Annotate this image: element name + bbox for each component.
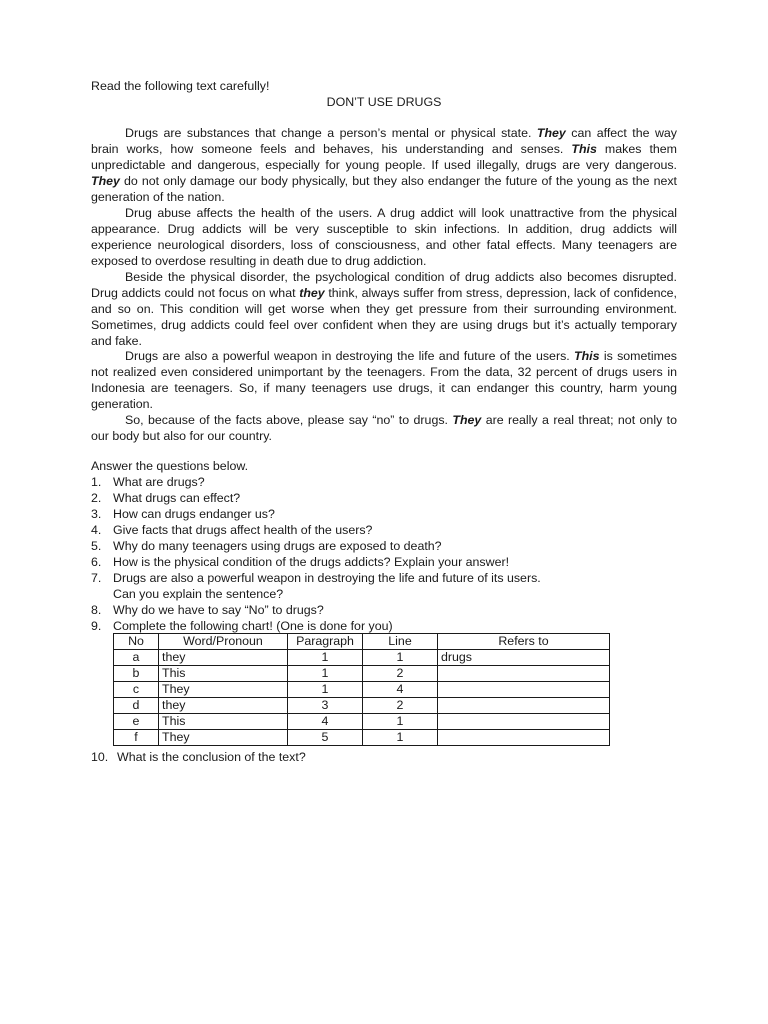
question-item — [91, 554, 691, 570]
table-row — [114, 730, 610, 746]
table-row — [114, 714, 610, 730]
header-no: No — [114, 634, 159, 650]
paragraph-3 — [91, 269, 677, 349]
cell-line: 4 — [363, 682, 438, 698]
cell-no: a — [114, 650, 159, 666]
question-item — [91, 522, 691, 538]
question-number: 2. — [91, 491, 102, 505]
cell-no: f — [114, 730, 159, 746]
cell-no: e — [114, 714, 159, 730]
header-paragraph: Paragraph — [288, 634, 363, 650]
question-text: What drugs can effect? — [113, 491, 241, 505]
cell-paragraph: 1 — [288, 682, 363, 698]
question-item — [91, 490, 691, 506]
question-number: 7. — [91, 571, 102, 585]
chart-header-row — [114, 634, 610, 650]
header-refers: Refers to — [438, 634, 610, 650]
paragraph-text: Drug abuse affects the health of the users. A drug addict will look unattractive from the physical appearance. Drug addicts will be very susceptible to skin infections. In addition, drug addicts will experience neurological disorders, loss of consciousness, and other fatal effects. Many teenagers are exposed to overdose resulting in death due to drug addiction. — [91, 206, 677, 268]
paragraph-text: Drugs are also a powerful weapon in destroying the life and future of the users. — [125, 349, 575, 363]
paragraph-1 — [91, 125, 677, 205]
paragraph-text: So, because of the facts above, please say “no” to drugs. — [125, 413, 453, 427]
reference-chart — [113, 633, 610, 746]
question-text: Why do we have to say “No” to drugs? — [113, 603, 324, 617]
question-text: Why do many teenagers using drugs are exposed to death? — [113, 539, 442, 553]
questions-label: Answer the questions below. — [91, 459, 249, 473]
question-text: What is the conclusion of the text? — [117, 750, 306, 764]
cell-no: c — [114, 682, 159, 698]
question-continuation: Can you explain the sentence? — [113, 587, 284, 601]
cell-refers[interactable] — [438, 730, 610, 746]
instruction-text: Read the following text carefully! — [91, 79, 270, 93]
emphasized-word: they — [299, 286, 325, 300]
table-row — [114, 682, 610, 698]
table-row — [114, 650, 610, 666]
question-item — [91, 618, 691, 634]
cell-paragraph: 3 — [288, 698, 363, 714]
cell-line: 1 — [363, 650, 438, 666]
cell-word: they — [159, 698, 288, 714]
question-text: How can drugs endanger us? — [113, 507, 275, 521]
question-item — [91, 570, 691, 602]
cell-word: This — [159, 666, 288, 682]
document-title: DON’T USE DRUGS — [326, 95, 442, 109]
cell-word: they — [159, 650, 288, 666]
cell-refers[interactable] — [438, 698, 610, 714]
cell-line: 2 — [363, 666, 438, 682]
question-item — [91, 602, 691, 618]
question-text: Give facts that drugs affect health of the users? — [113, 523, 373, 537]
question-number: 6. — [91, 555, 102, 569]
cell-refers[interactable] — [438, 682, 610, 698]
cell-refers[interactable] — [438, 666, 610, 682]
emphasized-word: This — [571, 142, 597, 156]
cell-no: d — [114, 698, 159, 714]
paragraph-text: Beside the physical disorder, the psychological condition of drug addicts also becomes disrupted. Drug addicts could not focus on what — [91, 270, 677, 300]
question-text: Complete the following chart! (One is done for you) — [113, 619, 393, 633]
paragraph-text: are really a real threat; not only to our body but also for our country. — [91, 413, 678, 443]
table-row — [114, 666, 610, 682]
cell-paragraph: 5 — [288, 730, 363, 746]
paragraph-text: think, always suffer from stress, depression, lack of confidence, and so on. This condition will get worse when they get pressure from their surrounding environment. Sometimes, drug addicts could feel over confident when they are using drugs but it’s actually temporary and fake. — [91, 286, 677, 348]
emphasized-word: They — [452, 413, 482, 427]
question-number: 10. — [91, 750, 109, 764]
question-text: What are drugs? — [113, 475, 205, 489]
cell-word: They — [159, 682, 288, 698]
question-text: Drugs are also a powerful weapon in destroying the life and future of its users. — [113, 571, 541, 585]
paragraph-4 — [91, 348, 677, 412]
cell-no: b — [114, 666, 159, 682]
cell-paragraph: 1 — [288, 650, 363, 666]
question-number: 1. — [91, 475, 102, 489]
cell-paragraph: 4 — [288, 714, 363, 730]
table-row — [114, 698, 610, 714]
cell-line: 2 — [363, 698, 438, 714]
emphasized-word: This — [574, 349, 600, 363]
question-text: How is the physical condition of the drugs addicts? Explain your answer! — [113, 555, 510, 569]
question-number: 4. — [91, 523, 102, 537]
cell-refers[interactable]: drugs — [438, 650, 610, 666]
cell-word: This — [159, 714, 288, 730]
cell-paragraph: 1 — [288, 666, 363, 682]
cell-line: 1 — [363, 730, 438, 746]
header-line: Line — [363, 634, 438, 650]
header-word: Word/Pronoun — [159, 634, 288, 650]
paragraph-text: Drugs are substances that change a person’s mental or physical state. — [125, 126, 537, 140]
paragraph-text: do not only damage our body physically, but they also endanger the future of the young as the next generation of the nation. — [91, 174, 677, 204]
paragraph-text: can affect the way brain works, how someone feels and behaves, his understanding and senses. — [91, 126, 678, 156]
question-item — [91, 506, 691, 522]
question-number: 3. — [91, 507, 102, 521]
paragraph-5 — [91, 412, 677, 444]
emphasized-word: They — [536, 126, 566, 140]
cell-word: They — [159, 730, 288, 746]
paragraph-2 — [91, 205, 677, 269]
question-item — [91, 538, 691, 554]
emphasized-word: They — [91, 174, 120, 188]
question-number: 5. — [91, 539, 102, 553]
question-number: 8. — [91, 603, 102, 617]
question-number: 9. — [91, 619, 102, 633]
cell-line: 1 — [363, 714, 438, 730]
paragraph-text: is sometimes not realized even considered unimportant by the teenagers. From the data, 32 percent of drugs users in Indonesia are teenagers. So, if many teenagers use drugs, it can endanger this country, harm young generation. — [91, 349, 677, 411]
cell-refers[interactable] — [438, 714, 610, 730]
question-item — [91, 474, 691, 490]
question-item — [91, 749, 691, 765]
paragraph-text: makes them unpredictable and dangerous, especially for young people. If used illegally, drugs are very dangerous. — [91, 142, 677, 172]
